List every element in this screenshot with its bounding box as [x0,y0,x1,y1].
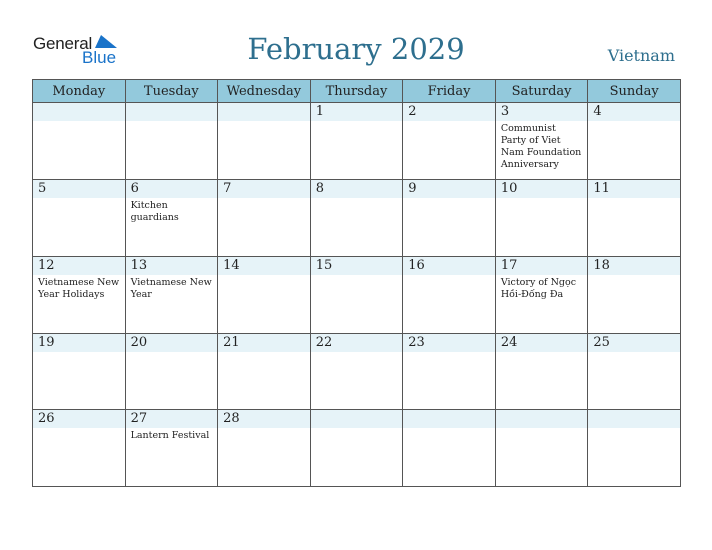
day-cell [125,180,218,257]
day-number: 23 [403,334,495,352]
day-cell [125,257,218,334]
day-number: 7 [218,180,310,198]
day-cell [218,257,311,334]
day-cell [403,410,496,487]
day-number: 21 [218,334,310,352]
day-cell [125,410,218,487]
day-cell [218,180,311,257]
day-cell [310,103,403,180]
day-number: 11 [588,180,680,198]
day-cell [495,257,588,334]
page-title: February 2029 [247,32,465,66]
day-number: 10 [496,180,588,198]
day-cell [310,334,403,410]
day-cell [310,257,403,334]
day-cell [495,410,588,487]
day-number: 24 [496,334,588,352]
day-cell [495,103,588,180]
week-row [33,334,681,410]
holiday-label: Communist Party of Viet Nam Foundation Anniversary [500,123,582,170]
week-row [33,103,681,180]
day-number: 5 [33,180,125,198]
day-cell [403,103,496,180]
day-number: 27 [126,410,218,428]
holiday-label: Victory of Ngọc Hồi-Đống Đa [500,277,577,300]
day-cell [125,103,218,180]
day-cell [218,103,311,180]
day-number: 25 [588,334,680,352]
day-cell [33,257,126,334]
logo-word-general: General [33,34,93,53]
day-number: 2 [403,103,495,121]
day-cell [495,180,588,257]
day-number: 1 [311,103,403,121]
day-number: 18 [588,257,680,275]
day-cell [588,410,681,487]
day-number: 14 [218,257,310,275]
day-cell [495,334,588,410]
week-row [33,410,681,487]
calendar-grid [32,79,681,487]
weekday-header: Tuesday [125,80,218,103]
holiday-label: Vietnamese New Year Holidays [38,277,120,300]
weekday-header: Wednesday [218,80,311,103]
day-number [33,103,125,121]
day-cell [125,334,218,410]
day-cell [33,180,126,257]
weekday-header: Saturday [495,80,588,103]
weekday-header: Friday [403,80,496,103]
day-number: 4 [588,103,680,121]
day-number: 3 [496,103,588,121]
day-cell [588,334,681,410]
weekday-header: Thursday [310,80,403,103]
day-number: 13 [126,257,218,275]
day-cell [33,410,126,487]
day-number [496,410,588,428]
day-cell [403,180,496,257]
day-cell [218,410,311,487]
day-number [588,410,680,428]
day-number: 15 [311,257,403,275]
day-number: 17 [496,257,588,275]
day-number [311,410,403,428]
day-number: 6 [126,180,218,198]
holiday-label: Vietnamese New Year [130,277,212,300]
day-number: 20 [126,334,218,352]
week-row [33,180,681,257]
day-cell [218,334,311,410]
day-cell [33,103,126,180]
day-cell [310,410,403,487]
holiday-label: Kitchen guardians [130,200,179,223]
day-number [218,103,310,121]
day-number: 22 [311,334,403,352]
day-number [403,410,495,428]
country-label: Vietnam [607,46,675,65]
week-row [33,257,681,334]
day-number: 12 [33,257,125,275]
day-number: 16 [403,257,495,275]
day-number: 9 [403,180,495,198]
day-number: 28 [218,410,310,428]
weekday-header: Monday [33,80,126,103]
holiday-label: Lantern Festival [130,430,210,441]
day-number: 19 [33,334,125,352]
day-cell [588,257,681,334]
day-cell [33,334,126,410]
day-cell [310,180,403,257]
day-number [126,103,218,121]
day-cell [588,180,681,257]
day-number: 8 [311,180,403,198]
day-cell [403,334,496,410]
logo-word-blue: Blue [82,48,117,67]
day-number: 26 [33,410,125,428]
weekday-header: Sunday [588,80,681,103]
day-cell [403,257,496,334]
day-cell [588,103,681,180]
weekday-header-row [33,80,681,103]
